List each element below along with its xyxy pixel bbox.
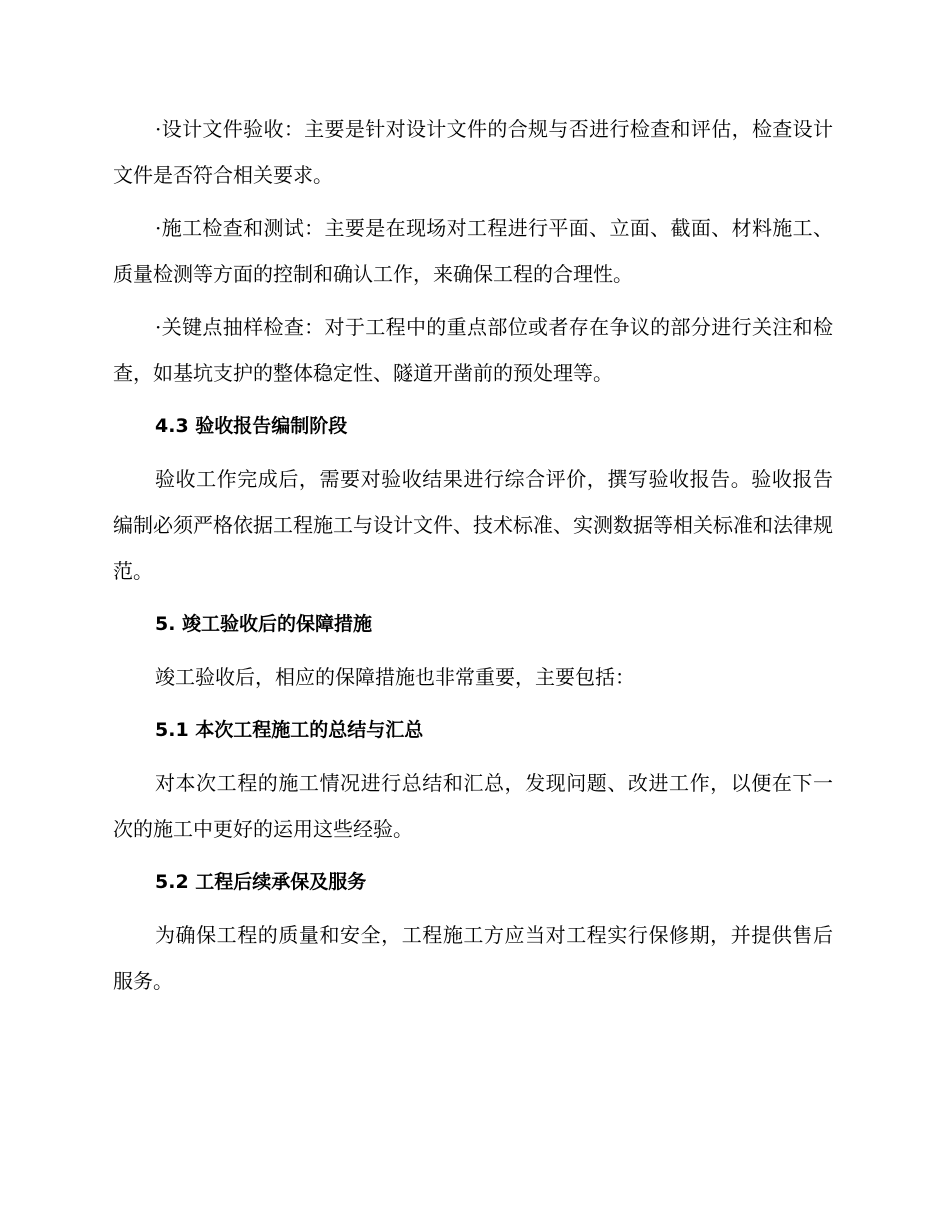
heading-4-3: 4.3 验收报告编制阶段 <box>155 415 348 437</box>
paragraph-5: 竣工验收后，相应的保障措施也非常重要，主要包括： <box>155 665 635 689</box>
bullet-key-sampling: ·关键点抽样检查：对于工程中的重点部位或者存在争议的部分进行关注和检查，如基坑支护的整体稳定性、隧道开凿前的预处理等。 <box>113 315 833 385</box>
paragraph-5-2: 为确保工程的质量和安全，工程施工方应当对工程实行保修期，并提供售后服务。 <box>113 923 833 993</box>
document-body <box>113 106 833 1004</box>
heading-5-2: 5.2 工程后续承保及服务 <box>155 871 367 893</box>
bullet-design-review: ·设计文件验收：主要是针对设计文件的合规与否进行检查和评估，检查设计文件是否符合相关要求。 <box>113 117 833 187</box>
paragraph-4-3: 验收工作完成后，需要对验收结果进行综合评价，撰写验收报告。验收报告编制必须严格依据工程施工与设计文件、技术标准、实测数据等相关标准和法律规范。 <box>113 467 833 583</box>
bullet-construction-test: ·施工检查和测试：主要是在现场对工程进行平面、立面、截面、材料施工、质量检测等方面的控制和确认工作，来确保工程的合理性。 <box>113 216 833 286</box>
heading-5-1: 5.1 本次工程施工的总结与汇总 <box>155 719 424 741</box>
paragraph-5-1: 对本次工程的施工情况进行总结和汇总，发现问题、改进工作，以便在下一次的施工中更好的运用这些经验。 <box>113 771 833 841</box>
heading-5: 5. 竣工验收后的保障措施 <box>155 613 373 635</box>
